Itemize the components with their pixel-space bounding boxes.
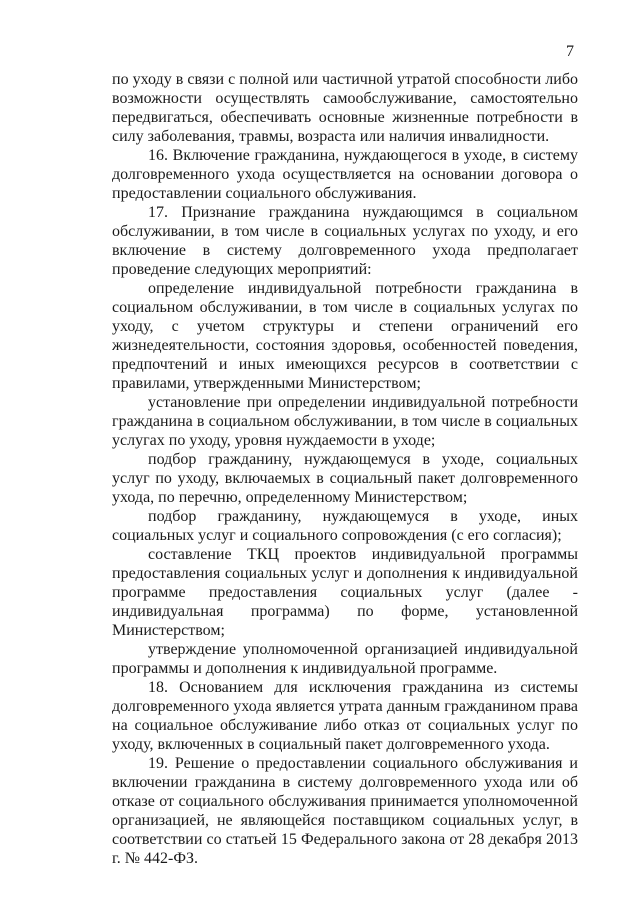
paragraph-19: 19. Решение о предоставлении социального обслуживания и включении гражданина в систему долговременного ухода или об отказе от социального обслуживания принимается уполномоченной организацией, не являющейся поставщиком социальных услуг, в соответствии со статьей 15 Федерального закона от 28 декабря 2013 г. № 442-ФЗ. <box>112 755 578 867</box>
list-item-program-drafting: составление ТКЦ проектов индивидуальной программы предоставления социальных услуг и дополнения к индивидуальной программе предоставления социальных услуг (далее - индивидуальная программа) по форме, установленной Министерством; <box>112 546 578 639</box>
paragraph-continuation: по уходу в связи с полной или частичной утратой способности либо возможности осуществлять самообслуживание, самостоятельно передвигаться, обеспечивать основные жизненные потребности в силу заболевания, травмы, возраста или наличия инвалидности. <box>112 71 578 145</box>
document-body <box>112 70 578 868</box>
list-item-program-approval: утверждение уполномоченной организацией индивидуальной программы и дополнения к индивидуальной программе. <box>112 641 578 677</box>
list-item-care-services-selection: подбор гражданину, нуждающемуся в уходе, социальных услуг по уходу, включаемых в социальный пакет долговременного ухода, по перечню, определенному Министерством; <box>112 451 578 506</box>
paragraph-18: 18. Основанием для исключения гражданина из системы долговременного ухода является утрата данным гражданином права на социальное обслуживание либо отказ от социальных услуг по уходу, включенных в социальный пакет долговременного ухода. <box>112 679 578 753</box>
list-item-care-level: установление при определении индивидуальной потребности гражданина в социальном обслуживании, в том числе в социальных услугах по уходу, уровня нуждаемости в уходе; <box>112 394 578 449</box>
list-item-other-services-selection: подбор гражданину, нуждающемуся в уходе, иных социальных услуг и социального сопровождения (с его согласия); <box>112 508 578 544</box>
paragraph-16: 16. Включение гражданина, нуждающегося в уходе, в систему долговременного ухода осуществляется на основании договора о предоставлении социального обслуживания. <box>112 147 578 202</box>
paragraph-17: 17. Признание гражданина нуждающимся в социальном обслуживании, в том числе в социальных услугах по уходу, и его включение в систему долговременного ухода предполагает проведение следующих мероприятий: <box>112 204 578 278</box>
list-item-needs-assessment: определение индивидуальной потребности гражданина в социальном обслуживании, в том числе в социальных услугах по уходу, с учетом структуры и степени ограничений его жизнедеятельности, состояния здоровья, особенностей поведения, предпочтений и иных имеющихся ресурсов в соответствии с правилами, утвержденными Министерством; <box>112 280 578 392</box>
page-number: 7 <box>566 43 574 60</box>
